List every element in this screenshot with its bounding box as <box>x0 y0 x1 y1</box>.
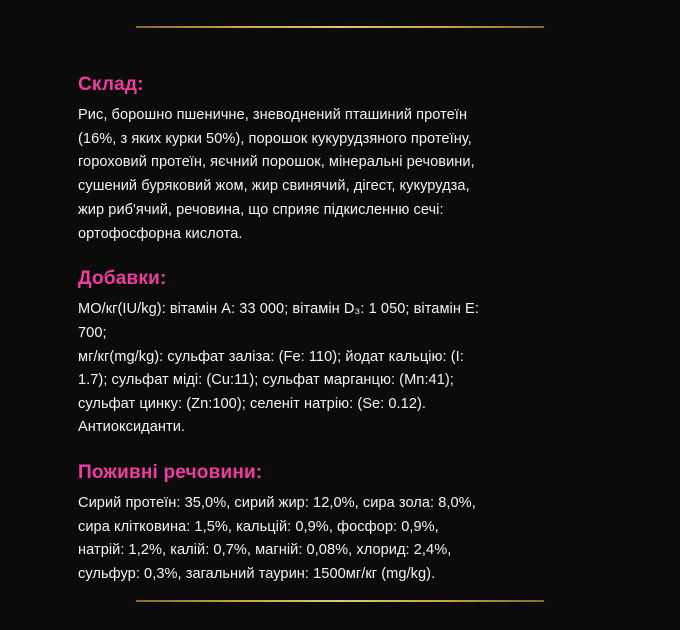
nutrients-line: натрій: 1,2%, калій: 0,7%, магній: 0,08%, хлорид: 2,4%, <box>78 542 452 559</box>
composition-heading: Склад: <box>78 74 144 95</box>
label-content <box>78 74 618 587</box>
composition-line: жир риб'ячий, речовина, що сприяє підкисленню сечі: <box>78 201 444 218</box>
additives-body <box>78 298 618 440</box>
additives-line: МО/кг(IU/kg): вітамін А: 33 000; вітамін D₃: 1 050; вітамін Е: <box>78 301 479 318</box>
composition-line: ортофосфорна кислота. <box>78 225 243 242</box>
additives-line: сульфат цинку: (Zn:100); селеніт натрію: (Se: 0.12). <box>78 395 427 412</box>
section-additives <box>78 268 618 440</box>
section-composition <box>78 74 618 246</box>
section-nutrients <box>78 462 618 587</box>
bottom-divider <box>136 600 544 602</box>
nutrients-heading: Поживні речовини: <box>78 462 263 484</box>
additives-heading: Добавки: <box>78 268 167 290</box>
composition-body <box>78 104 618 247</box>
composition-line: (16%, з яких курки 50%), порошок кукурудзяного протеїну, <box>78 130 472 147</box>
nutrients-line: сира клітковина: 1,5%, кальцій: 0,9%, фосфор: 0,9%, <box>78 518 439 535</box>
composition-line: гороховий протеїн, яєчний порошок, мінеральні речовини, <box>78 154 475 171</box>
nutrients-line: Сирий протеїн: 35,0%, сирий жир: 12,0%, сира зола: 8,0%, <box>78 494 476 511</box>
top-divider <box>136 26 544 28</box>
additives-line: Антиоксиданти. <box>78 419 186 436</box>
nutrients-line: сульфур: 0,3%, загальний таурин: 1500мг/кг (mg/kg). <box>78 566 436 583</box>
additives-line: мг/кг(mg/kg): сульфат заліза: (Fe: 110); йодат кальцію: (I: <box>78 348 464 365</box>
additives-line: 700; <box>78 324 107 341</box>
composition-line: сушений буряковий жом, жир свинячий, дігест, кукурудза, <box>78 178 470 195</box>
composition-line: Рис, борошно пшеничне, зневоднений пташиний протеїн <box>78 106 468 123</box>
additives-line: 1.7); сульфат міді: (Cu:11); сульфат марганцю: (Mn:41); <box>78 372 454 389</box>
nutrients-body <box>78 492 618 587</box>
